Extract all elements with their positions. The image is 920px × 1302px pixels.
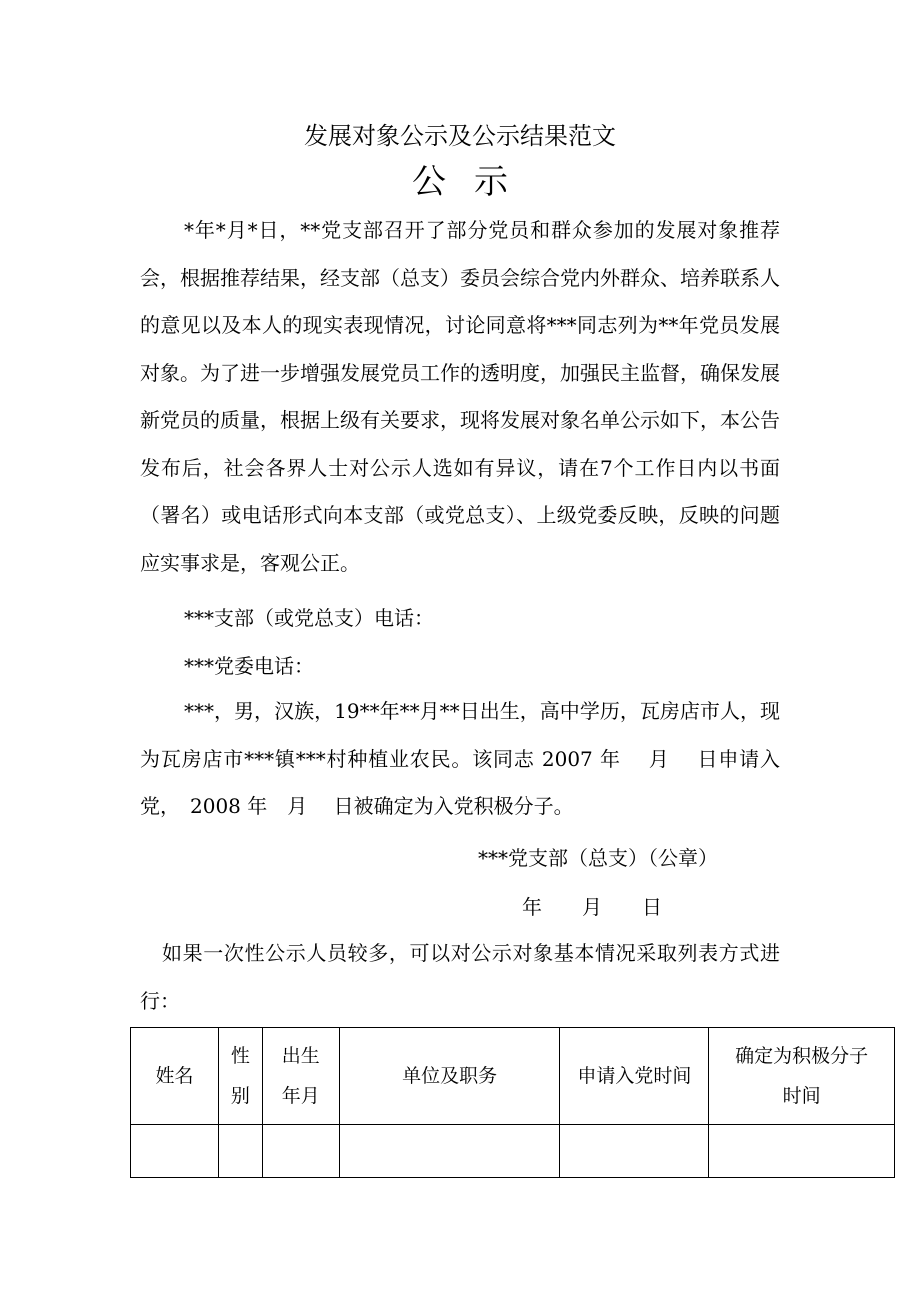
header-activist-line2: 时间 [782, 1085, 821, 1107]
cell-activist-date [709, 1125, 895, 1178]
header-name: 姓名 [131, 1028, 219, 1125]
cell-unit [339, 1125, 560, 1178]
committee-phone-line: ***党委电话： [184, 654, 314, 678]
header-gender-line2: 别 [230, 1085, 250, 1107]
header-apply-date: 申请入党时间 [560, 1028, 709, 1125]
notice-heading: 公示 [412, 162, 536, 202]
cell-apply-date [560, 1125, 709, 1178]
header-birth [262, 1028, 339, 1125]
candidate-info-paragraph: ***，男，汉族，19**年**月**日出生，高中学历，瓦房店市人，现为瓦房店市***镇***村种植业农民。该同志 2007 年 月 日申请入党， 2008 年 月 日被确定为入党积极分子。 [140, 699, 780, 818]
candidate-table [130, 1027, 895, 1178]
table-row [131, 1125, 895, 1178]
header-birth-line1: 出生 [281, 1045, 320, 1067]
signature-date: 年 月 日 [522, 895, 662, 919]
header-birth-line2: 年月 [281, 1085, 320, 1107]
table-header-row [131, 1028, 895, 1125]
table-note-paragraph: 如果一次性公示人员较多，可以对公示对象基本情况采取列表方式进行： [140, 941, 780, 1013]
cell-name [131, 1125, 219, 1178]
seal-signature: ***党支部（总支）（公章） [478, 846, 718, 870]
header-activist-date [709, 1028, 895, 1125]
header-unit: 单位及职务 [339, 1028, 560, 1125]
header-gender [218, 1028, 262, 1125]
header-gender-line1: 性 [230, 1045, 250, 1067]
branch-phone-line: ***支部（或党总支）电话： [184, 606, 434, 630]
cell-birth [262, 1125, 339, 1178]
cell-gender [218, 1125, 262, 1178]
announcement-paragraph: *年*月*日，**党支部召开了部分党员和群众参加的发展对象推荐会，根据推荐结果，经支部（总支）委员会综合党内外群众、培养联系人的意见以及本人的现实表现情况，讨论同意将***同志列为**年党员发展对象。为了进一步增强发展党员工作的透明度，加强民主监督，确保发展新党员的质量，根据上级有关要求，现将发展对象名单公示如下，本公告发布后，社会各界人士对公示人选如有异议，请在7个工作日内以书面（署名）或电话形式向本支部（或党总支）、上级党委反映，反映的问题应实事求是，客观公正。 [140, 218, 780, 575]
document-title: 发展对象公示及公示结果范文 [304, 122, 616, 150]
header-activist-line1: 确定为积极分子 [735, 1045, 869, 1067]
